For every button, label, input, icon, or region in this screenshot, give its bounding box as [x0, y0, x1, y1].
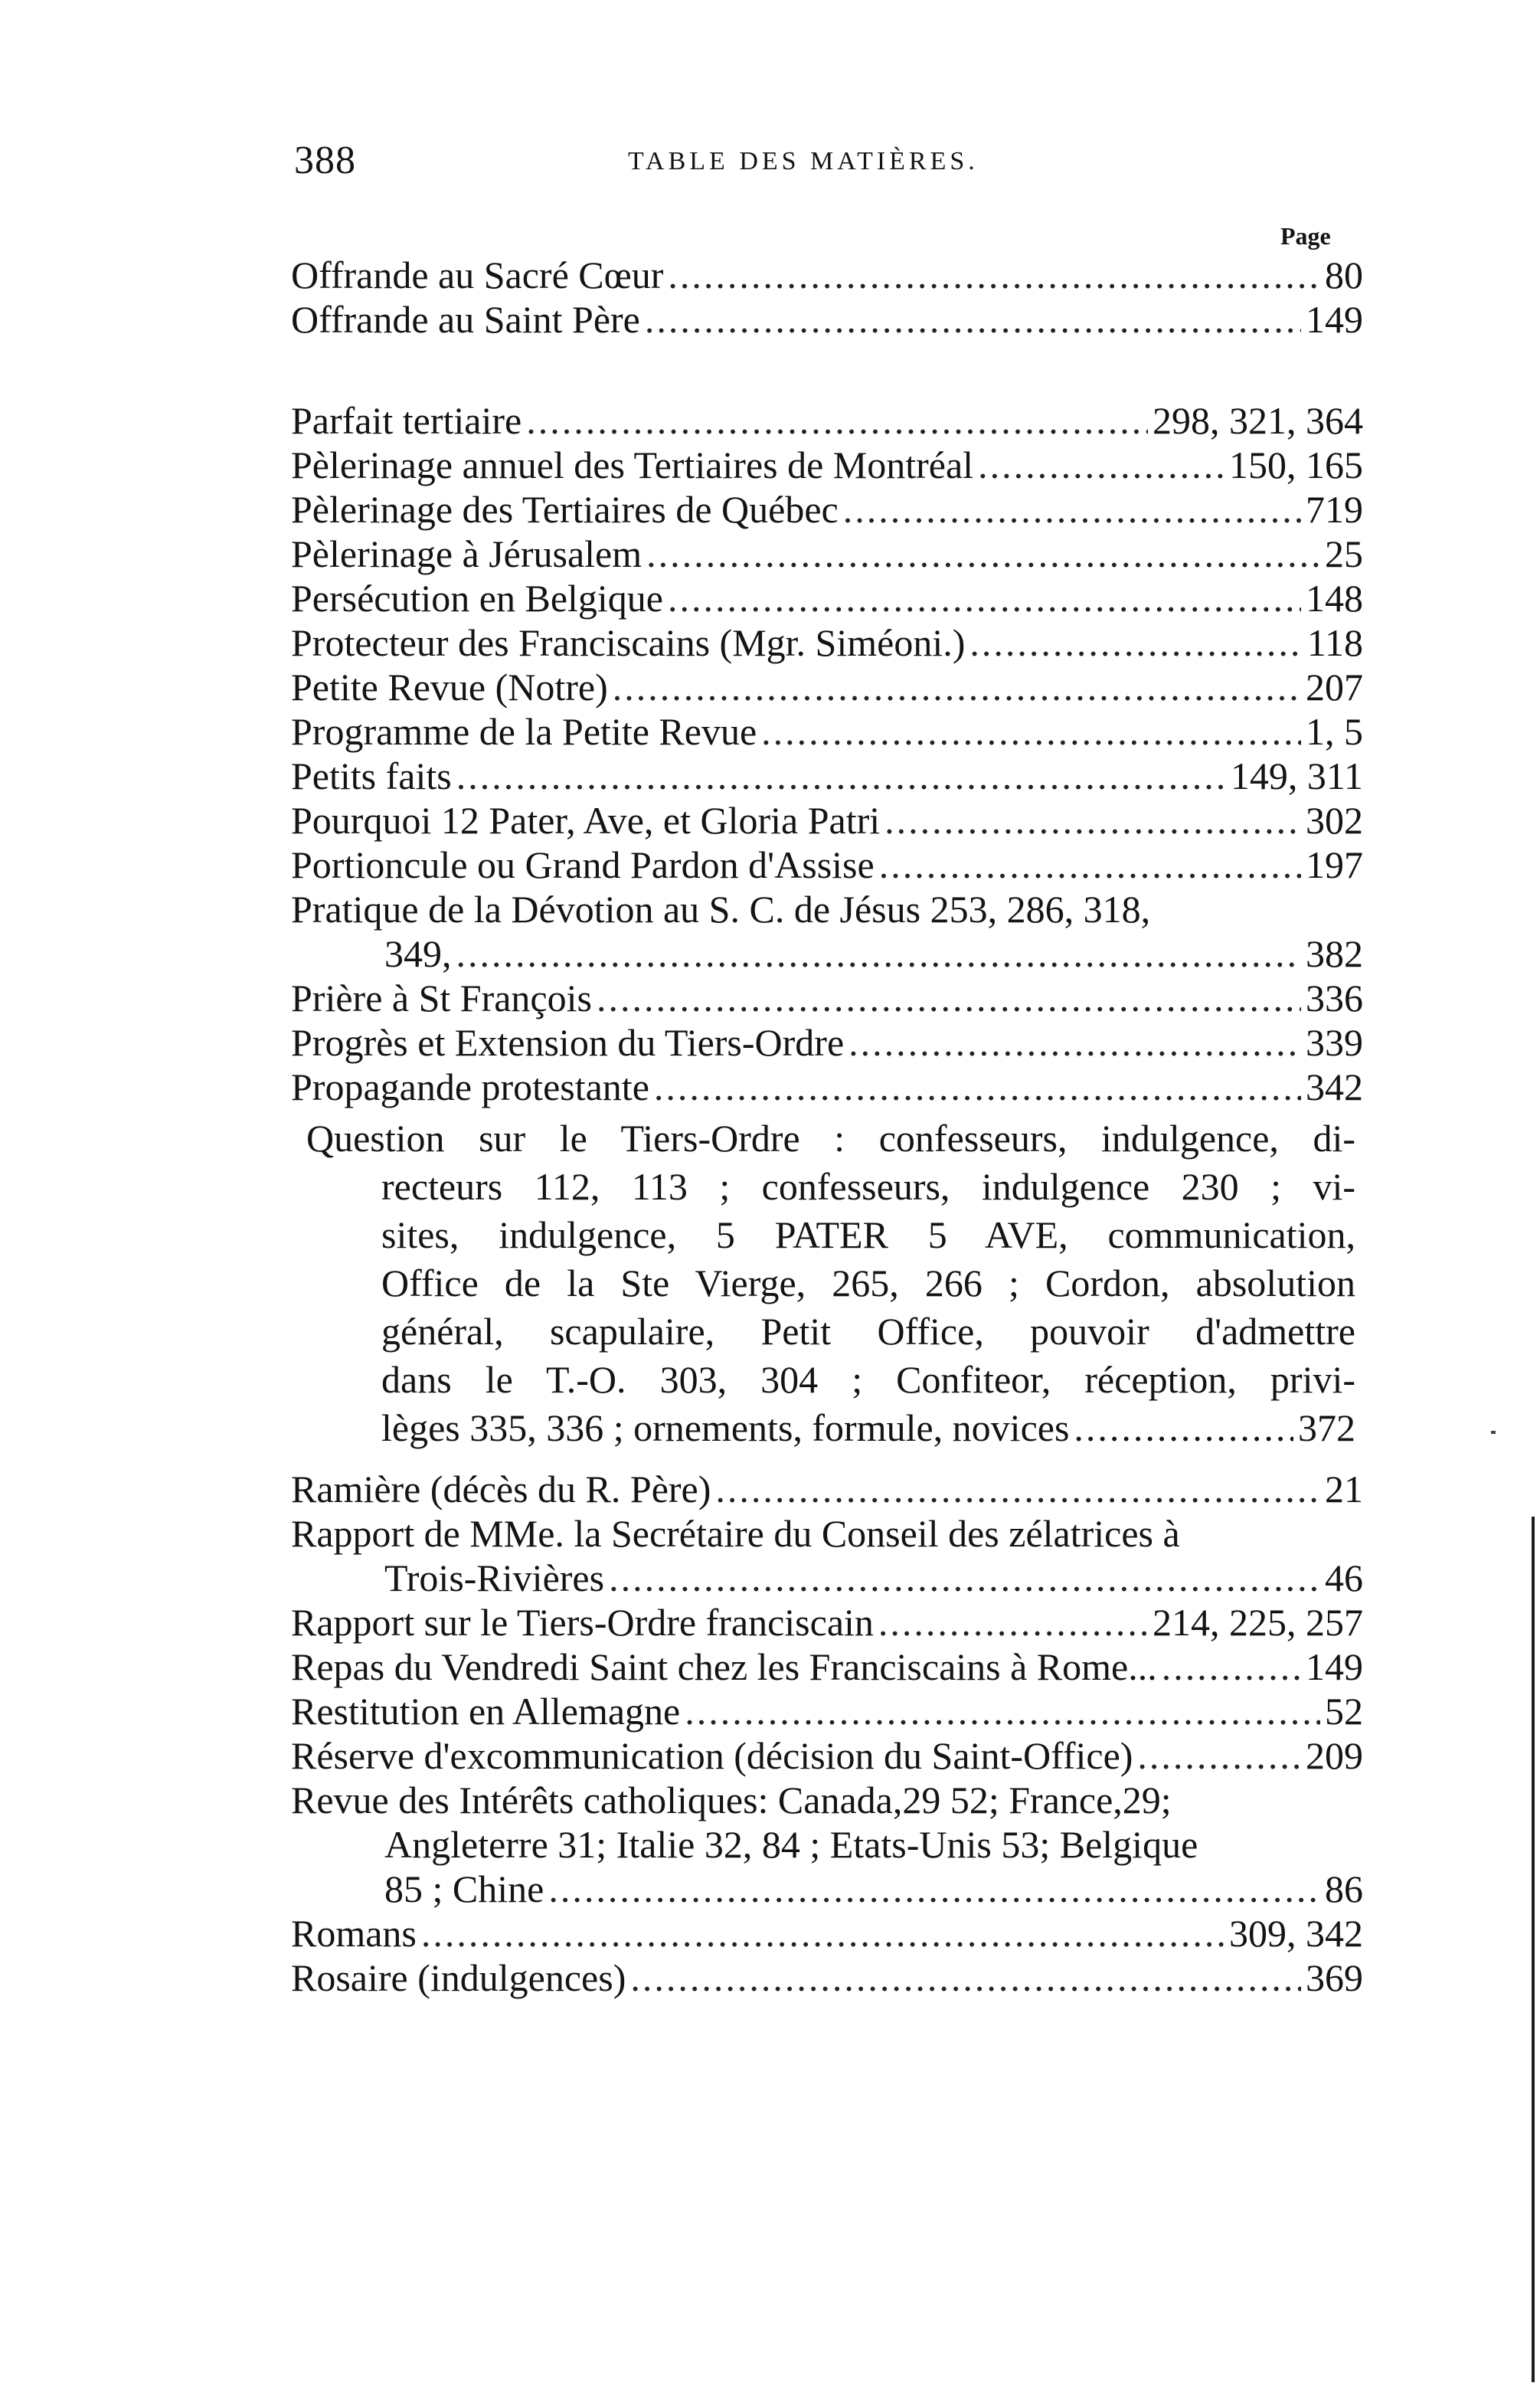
entry-pages: 339	[1306, 1021, 1363, 1064]
index-entry	[291, 620, 1363, 665]
dot-leader	[969, 620, 1302, 665]
question-last-label: lèges 335, 336 ; ornements, formule, novices	[381, 1406, 1070, 1449]
entry-pages: 309, 342	[1229, 1912, 1363, 1955]
dot-leader	[848, 1020, 1301, 1065]
entry-label: Prière à St François	[291, 977, 592, 1019]
index-entry-line	[291, 1778, 1363, 1822]
dot-leader	[843, 487, 1301, 532]
entry-pages: 1, 5	[1306, 710, 1363, 753]
index-entry	[291, 253, 1363, 297]
entry-pages: 21	[1325, 1468, 1363, 1510]
entry-pages: 150, 165	[1229, 443, 1363, 486]
index-entry	[291, 443, 1363, 487]
index-entry	[291, 1600, 1363, 1645]
entry-label: Trois-Rivières	[384, 1556, 605, 1599]
index-entry	[291, 1911, 1363, 1956]
index-entry	[291, 398, 1363, 443]
index-section-r	[291, 1467, 1363, 2000]
entry-pages: 46	[1325, 1556, 1363, 1599]
entry-label: Persécution en Belgique	[291, 577, 663, 620]
entry-label: Protecteur des Franciscains (Mgr. Siméoni.)	[291, 621, 966, 664]
entry-pages: 719	[1306, 488, 1363, 531]
entry-pages: 149, 311	[1230, 754, 1363, 797]
dot-leader	[456, 754, 1226, 798]
dot-leader	[761, 709, 1301, 754]
index-entry	[291, 1467, 1363, 1511]
index-entry	[291, 1689, 1363, 1733]
dot-leader	[685, 1689, 1320, 1733]
entry-label: Petite Revue (Notre)	[291, 666, 608, 709]
entry-label: Réserve d'excommunication (décision du Saint-Office)	[291, 1734, 1133, 1777]
dot-leader	[630, 1956, 1301, 2000]
index-entry	[291, 576, 1363, 620]
entry-label: Programme de la Petite Revue	[291, 710, 757, 753]
index-entry	[291, 754, 1363, 798]
dot-leader	[1137, 1733, 1301, 1778]
entry-pages: 336	[1306, 977, 1363, 1019]
entry-label: 349,	[384, 932, 452, 975]
index-section-o	[291, 253, 1363, 342]
index-entry	[291, 665, 1363, 709]
question-line: Office de la Ste Vierge, 265, 266 ; Cordon, absolution	[381, 1262, 1355, 1304]
index-entry	[291, 931, 1363, 976]
index-entry	[291, 709, 1363, 754]
entry-label: Portioncule ou Grand Pardon d'Assise	[291, 843, 875, 886]
index-entry	[291, 297, 1363, 342]
question-line: sites, indulgence, 5 PATER 5 AVE, communication,	[381, 1213, 1355, 1256]
dot-leader	[526, 398, 1148, 443]
dot-leader	[884, 798, 1301, 843]
page-column-label: Page	[1280, 222, 1331, 250]
entry-pages: 369	[1306, 1956, 1363, 1999]
index-entry	[291, 1645, 1363, 1689]
dot-leader	[715, 1467, 1320, 1511]
question-last-line	[306, 1404, 1355, 1452]
index-entry-line	[291, 1511, 1363, 1556]
entry-label: Propagande protestante	[291, 1065, 649, 1108]
entry-label: Petits faits	[291, 754, 452, 797]
dot-leader	[668, 576, 1301, 620]
entry-pages: 382	[1306, 932, 1363, 975]
entry-label: Pèlerinage des Tertiaires de Québec	[291, 488, 839, 531]
dot-leader	[597, 976, 1301, 1020]
dot-leader	[421, 1911, 1224, 1956]
dot-leader	[1074, 1404, 1293, 1452]
entry-pages: 298, 321, 364	[1153, 399, 1363, 442]
entry-label: Rapport de MMe. la Secrétaire du Conseil des zélatrices à	[291, 1512, 1180, 1555]
index-entry	[291, 798, 1363, 843]
dot-leader	[609, 1556, 1320, 1600]
dot-leader	[548, 1867, 1320, 1911]
index-entry	[291, 1867, 1363, 1911]
index-entry	[291, 532, 1363, 576]
entry-label: Parfait tertiaire	[291, 399, 522, 442]
index-entry	[291, 1556, 1363, 1600]
entry-label: 85 ; Chine	[384, 1867, 544, 1910]
dot-leader	[878, 1600, 1148, 1645]
index-entry	[291, 1956, 1363, 2000]
entry-label: Pourquoi 12 Pater, Ave, et Gloria Patri	[291, 799, 881, 842]
index-entry	[291, 1065, 1363, 1109]
index-entry	[291, 487, 1363, 532]
entry-label: Ramière (décès du R. Père)	[291, 1468, 711, 1510]
question-line: dans le T.-O. 303, 304 ; Confiteor, réception, privi-	[381, 1358, 1355, 1401]
dot-leader	[646, 532, 1320, 576]
entry-pages: 214, 225, 257	[1153, 1601, 1363, 1644]
index-entry	[291, 976, 1363, 1020]
question-last-pages: 372	[1298, 1406, 1355, 1449]
entry-pages: 149	[1306, 1645, 1363, 1688]
entry-label: Rosaire (indulgences)	[291, 1956, 626, 1999]
dot-leader	[879, 843, 1301, 887]
entry-label: Pèlerinage annuel des Tertiaires de Montréal	[291, 443, 974, 486]
index-section-q	[306, 1114, 1355, 1452]
question-line: Question sur le Tiers-Ordre : confesseurs, indulgence, di-	[306, 1117, 1355, 1160]
entry-pages: 209	[1306, 1734, 1363, 1777]
entry-label: Angleterre 31; Italie 32, 84 ; Etats-Unis 53; Belgique	[384, 1823, 1198, 1866]
dot-leader	[1162, 1645, 1301, 1689]
question-line: recteurs 112, 113 ; confesseurs, indulgence 230 ; vi-	[381, 1165, 1355, 1208]
index-section-p	[291, 398, 1363, 1109]
entry-pages: 149	[1306, 298, 1363, 341]
entry-pages: 148	[1306, 577, 1363, 620]
entry-pages: 118	[1306, 621, 1363, 664]
entry-pages: 80	[1325, 254, 1363, 296]
dot-leader	[668, 253, 1320, 297]
index-entry	[291, 1020, 1363, 1065]
entry-pages: 207	[1306, 666, 1363, 709]
dot-leader	[613, 665, 1301, 709]
running-head: TABLE DES MATIÈRES.	[628, 147, 979, 175]
entry-pages: 302	[1306, 799, 1363, 842]
entry-label: Offrande au Sacré Cœur	[291, 254, 664, 296]
scan-edge-mark	[1532, 1517, 1535, 2382]
dot-leader	[978, 443, 1224, 487]
entry-label: Rapport sur le Tiers-Ordre franciscain	[291, 1601, 874, 1644]
entry-label: Repas du Vendredi Saint chez les Franciscains à Rome...	[291, 1645, 1157, 1688]
index-entry	[291, 1733, 1363, 1778]
entry-pages: 86	[1325, 1867, 1363, 1910]
entry-label: Progrès et Extension du Tiers-Ordre	[291, 1021, 845, 1064]
dot-leader	[654, 1065, 1301, 1109]
index-entry	[291, 843, 1363, 887]
dot-leader	[456, 931, 1302, 976]
scan-speck	[1491, 1431, 1496, 1434]
page-number: 388	[294, 139, 356, 182]
entry-pages: 52	[1325, 1690, 1363, 1733]
index-entry-line	[291, 887, 1363, 931]
index-entry-line	[291, 1822, 1363, 1867]
entry-label: Offrande au Saint Père	[291, 298, 640, 341]
entry-pages: 25	[1325, 532, 1363, 575]
entry-pages: 342	[1306, 1065, 1363, 1108]
entry-label: Romans	[291, 1912, 417, 1955]
entry-label: Revue des Intérêts catholiques: Canada,29 52; France,29;	[291, 1779, 1172, 1821]
entry-label: Restitution en Allemagne	[291, 1690, 681, 1733]
question-line: général, scapulaire, Petit Office, pouvoir d'admettre	[381, 1310, 1355, 1353]
entry-pages: 197	[1306, 843, 1363, 886]
entry-label: Pratique de la Dévotion au S. C. de Jésus 253, 286, 318,	[291, 888, 1151, 931]
dot-leader	[645, 297, 1301, 342]
entry-label: Pèlerinage à Jérusalem	[291, 532, 642, 575]
